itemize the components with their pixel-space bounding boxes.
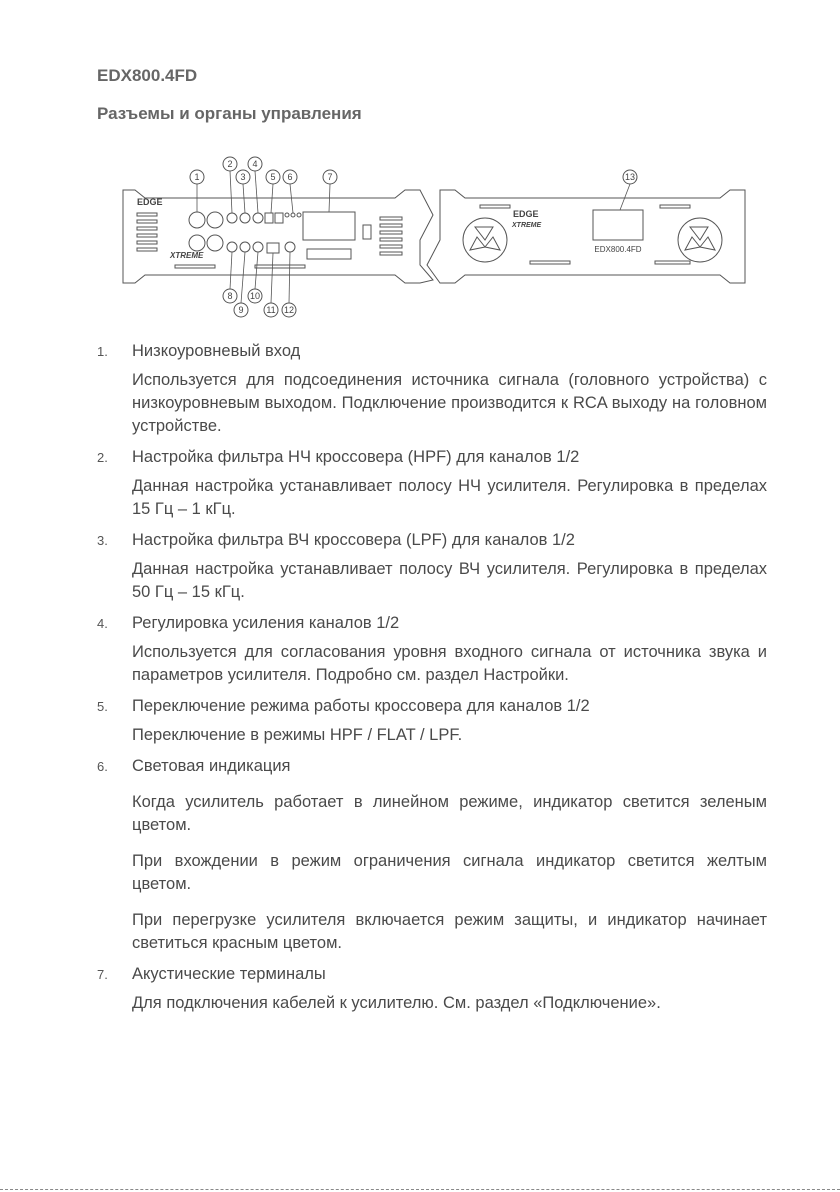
item-title: Акустические терминалы bbox=[132, 965, 326, 983]
list-item bbox=[97, 695, 767, 747]
svg-text:10: 10 bbox=[249, 291, 261, 301]
item-number: 6. bbox=[97, 759, 108, 774]
svg-text:3: 3 bbox=[240, 172, 246, 182]
item-title: Световая индикация bbox=[132, 757, 291, 775]
back-panel-logo bbox=[511, 209, 642, 254]
svg-text:5: 5 bbox=[270, 172, 276, 182]
svg-text:1: 1 bbox=[194, 172, 200, 182]
svg-text:XTREME: XTREME bbox=[512, 222, 542, 229]
item-number: 2. bbox=[97, 450, 108, 465]
front-callout-labels bbox=[194, 159, 332, 315]
front-panel bbox=[123, 190, 433, 283]
item-text: Данная настройка устанавливает полосу НЧ усилителя. Регулировка в пределах 15 Гц – 1 кГц. bbox=[132, 477, 767, 518]
item-text: Переключение в режимы HPF / FLAT / LPF. bbox=[132, 726, 463, 744]
svg-text:6: 6 bbox=[287, 172, 293, 182]
svg-text:13: 13 bbox=[624, 172, 636, 182]
list-item bbox=[97, 529, 767, 604]
item-title: Переключение режима работы кроссовера для каналов 1/2 bbox=[132, 697, 590, 715]
svg-text:4: 4 bbox=[252, 159, 258, 169]
item-text: Для подключения кабелей к усилителю. См. раздел «Подключение». bbox=[132, 994, 661, 1012]
amplifier-diagram bbox=[115, 155, 750, 325]
item-number: 1. bbox=[97, 344, 108, 359]
svg-text:12: 12 bbox=[283, 305, 295, 315]
item-number: 4. bbox=[97, 616, 108, 631]
item-number: 3. bbox=[97, 533, 108, 548]
back-callout bbox=[620, 170, 637, 210]
item-text: Используется для согласования уровня входного сигнала от источника звука и параметров усилителя. Подробно см. раздел Настройки. bbox=[132, 643, 767, 684]
front-callout-lines bbox=[197, 171, 333, 303]
item-text: При вхождении в режим ограничения сигнала индикатор светится желтым цветом. bbox=[132, 852, 767, 893]
item-text: Когда усилитель работает в линейном режиме, индикатор светится зеленым цветом. bbox=[132, 793, 767, 834]
svg-text:8: 8 bbox=[227, 291, 233, 301]
item-title: Настройка фильтра НЧ кроссовера (HPF) для каналов 1/2 bbox=[132, 448, 580, 466]
item-title: Настройка фильтра ВЧ кроссовера (LPF) для каналов 1/2 bbox=[132, 531, 575, 549]
item-text: При перегрузке усилителя включается режим защиты, и индикатор начинает светиться красным цветом. bbox=[132, 911, 767, 952]
item-title: Регулировка усиления каналов 1/2 bbox=[132, 614, 400, 632]
list-item bbox=[97, 340, 767, 438]
item-title: Низкоуровневый вход bbox=[132, 342, 301, 360]
page-bottom-rule bbox=[0, 1189, 840, 1190]
item-text: Используется для подсоединения источника сигнала (головного устройства) с низкоуровневым выходом. Подключение производится к RCA выходу на головном устройстве. bbox=[132, 371, 767, 435]
list-item bbox=[97, 755, 767, 955]
items-list bbox=[97, 340, 767, 1015]
back-panel bbox=[427, 190, 745, 283]
svg-text:11: 11 bbox=[266, 305, 276, 315]
model-title: EDX800.4FD bbox=[97, 66, 198, 85]
brand-logo: EDGE bbox=[137, 197, 163, 207]
list-item bbox=[97, 612, 767, 687]
item-number: 5. bbox=[97, 699, 108, 714]
front-callouts bbox=[190, 157, 337, 317]
brand-sub-logo: XTREME bbox=[170, 251, 204, 260]
list-item bbox=[97, 963, 767, 1015]
svg-text:9: 9 bbox=[238, 305, 244, 315]
svg-text:EDGE: EDGE bbox=[513, 209, 539, 219]
item-number: 7. bbox=[97, 967, 108, 982]
item-text: Данная настройка устанавливает полосу ВЧ усилителя. Регулировка в пределах 50 Гц – 15 кГц. bbox=[132, 560, 767, 601]
section-heading: Разъемы и органы управления bbox=[97, 104, 362, 123]
svg-text:2: 2 bbox=[227, 159, 233, 169]
svg-text:EDX800.4FD: EDX800.4FD bbox=[594, 245, 642, 254]
svg-text:7: 7 bbox=[327, 172, 333, 182]
list-item bbox=[97, 446, 767, 521]
